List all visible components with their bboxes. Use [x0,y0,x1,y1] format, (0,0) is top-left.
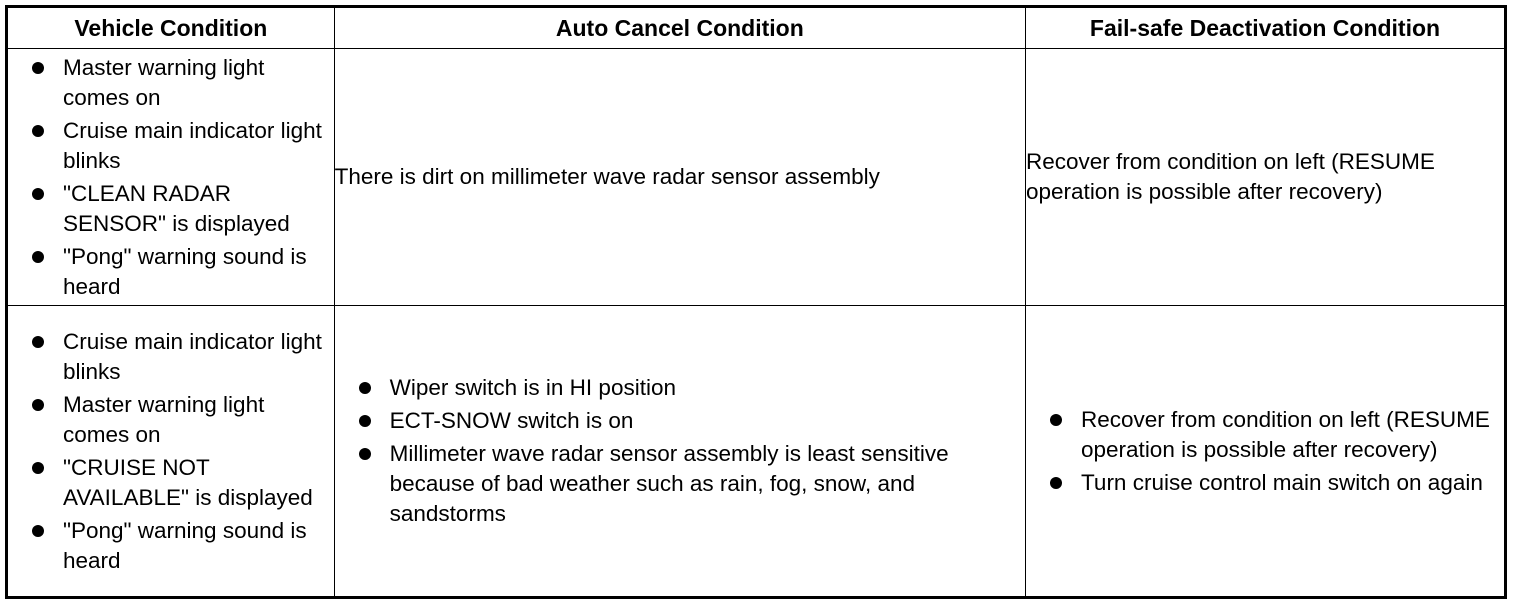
auto-cancel-cell [334,306,1025,598]
bullet-icon [32,62,44,74]
vehicle-condition-cell [7,49,335,306]
auto-cancel-list [335,373,1025,529]
header-fail-safe-condition: Fail-safe Deactivation Condition [1026,7,1506,49]
vehicle-condition-cell [7,306,335,598]
list-item: "CLEAN RADAR SENSOR" is displayed [8,179,328,239]
vehicle-condition-list [8,53,334,302]
list-item: ECT-SNOW switch is on [335,406,1015,436]
bullet-icon [1050,477,1062,489]
list-item: "Pong" warning sound is heard [8,242,328,302]
list-item: Millimeter wave radar sensor assembly is least sensitive because of bad weather such as rain, fog, snow, and sandstorms [335,439,1015,529]
list-item: "CRUISE NOT AVAILABLE" is displayed [8,453,328,513]
bullet-icon [32,188,44,200]
vehicle-condition-list [8,327,334,576]
bullet-icon [32,125,44,137]
bullet-icon [1050,414,1062,426]
fail-safe-list [1026,405,1504,498]
header-auto-cancel-condition: Auto Cancel Condition [334,7,1025,49]
bullet-icon [359,448,371,460]
bullet-icon [32,336,44,348]
list-item: Turn cruise control main switch on again [1026,468,1494,498]
condition-table [5,5,1507,599]
bullet-icon [359,382,371,394]
bullet-icon [32,462,44,474]
list-item: Wiper switch is in HI position [335,373,1015,403]
table-row [7,49,1506,306]
list-item: "Pong" warning sound is heard [8,516,328,576]
header-row [7,7,1506,49]
list-item: Master warning light comes on [8,53,328,113]
auto-cancel-cell: There is dirt on millimeter wave radar sensor assembly [334,49,1025,306]
list-item: Cruise main indicator light blinks [8,116,328,176]
header-vehicle-condition: Vehicle Condition [7,7,335,49]
bullet-icon [32,399,44,411]
bullet-icon [32,525,44,537]
fail-safe-cell [1026,306,1506,598]
bullet-icon [359,415,371,427]
list-item: Recover from condition on left (RESUME operation is possible after recovery) [1026,405,1494,465]
fail-safe-cell: Recover from condition on left (RESUME operation is possible after recovery) [1026,49,1506,306]
list-item: Master warning light comes on [8,390,328,450]
table-row [7,306,1506,598]
bullet-icon [32,251,44,263]
list-item: Cruise main indicator light blinks [8,327,328,387]
